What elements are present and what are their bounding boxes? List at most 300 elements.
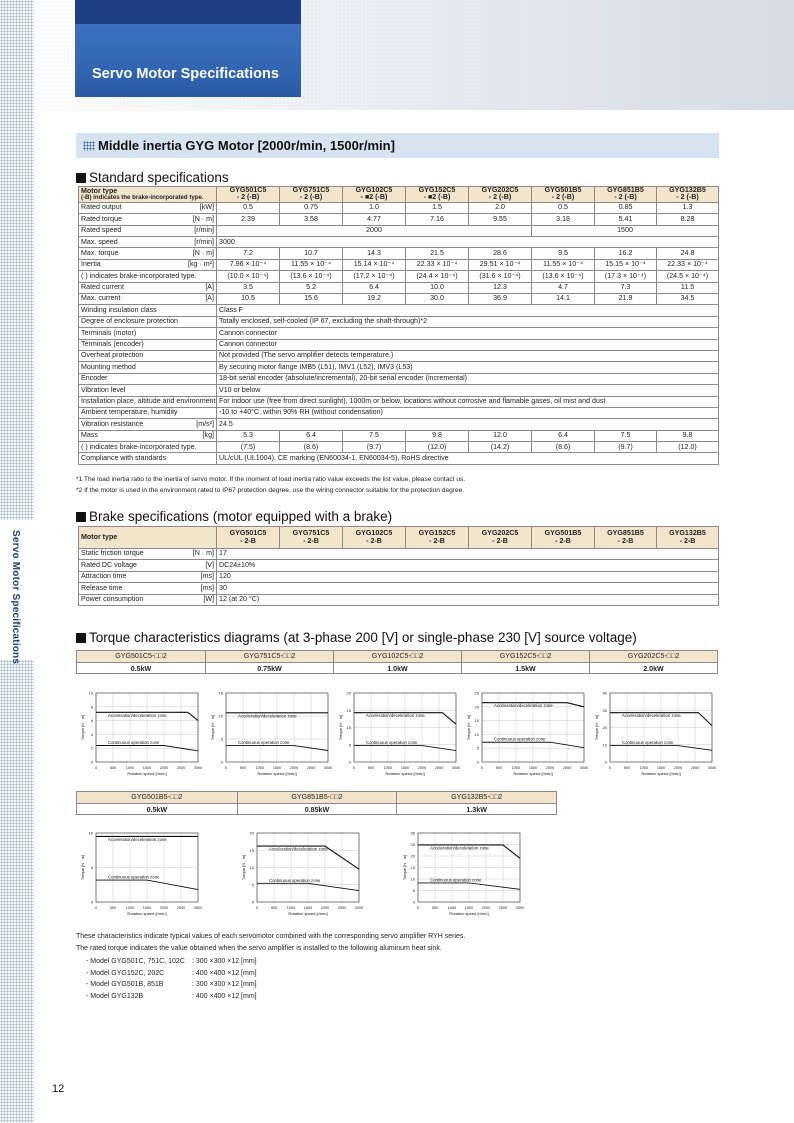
continuous-zone-label: Continuous operation zone (494, 736, 546, 742)
spec-row-label (79, 282, 217, 293)
x-tick-label: 2500 (498, 906, 508, 910)
spec-value: 30.0 (406, 294, 469, 305)
torque-chart (237, 830, 365, 924)
spec-row-label (79, 362, 217, 373)
row-label: Degree of enclosure protection (81, 317, 179, 326)
torque-model: GYG501B5-□□2 (77, 792, 237, 803)
model-suffix: - 2 (-B) (236, 193, 260, 202)
model-name: GYG152C5 (418, 529, 456, 538)
accel-zone-label: Acceleration/deceleration zone (430, 845, 489, 851)
row-label: Encoder (81, 374, 108, 383)
brake-row (79, 571, 719, 582)
brake-spec-table (78, 526, 719, 606)
row-label: Attraction time (81, 572, 127, 581)
y-tick-label: 40 (602, 690, 607, 696)
spec-row (79, 282, 719, 293)
y-tick-label: 10 (602, 742, 607, 748)
x-tick-label: 1000 (383, 766, 393, 770)
x-tick-label: 2500 (337, 906, 347, 910)
brake-value: 17 (217, 549, 719, 560)
row-label: Static friction torque (81, 549, 144, 558)
spec-row-label (79, 271, 217, 282)
y-tick-label: 0 (90, 759, 93, 765)
y-tick-label: 5 (412, 888, 415, 893)
spec-value: 24.5 (217, 419, 719, 430)
x-tick-label: 3000 (579, 766, 589, 770)
x-axis-label: Rotation speed [r/min] (449, 911, 489, 916)
spec-value: 0.5 (532, 202, 595, 213)
x-tick-label: 3000 (193, 766, 203, 770)
y-axis-label: Torque [N · m] (594, 714, 599, 741)
model-suffix: - ■2 (-B) (423, 193, 451, 202)
x-axis-label: Rotation speed [r/min] (127, 771, 167, 776)
spec-value: 19.2 (343, 294, 406, 305)
heat-sink-model: - Model GYG132B (86, 992, 144, 1000)
spec-value: (12.0) (406, 442, 469, 453)
heat-sink-model: - Model GYG501C, 751C, 102C (86, 958, 185, 965)
x-tick-label: 3000 (515, 906, 525, 910)
spec-row (79, 350, 719, 361)
y-tick-label: 15 (249, 847, 254, 853)
spec-value: 14.3 (343, 248, 406, 259)
spec-row (79, 328, 719, 339)
std-note-2: *2 If the motor is used in the environment rated to IP67 protection degree, use the wiring connector suitable for the protection degree. (76, 487, 465, 494)
spec-row (79, 237, 719, 248)
continuous-zone-label: Continuous operation zone (238, 740, 290, 746)
row-label: Compliance with standards (81, 453, 167, 462)
y-tick-label: 25 (410, 842, 415, 847)
y-tick-label: 8 (90, 704, 93, 710)
continuous-zone-label: Continuous operation zone (108, 740, 160, 746)
spec-value: (12.0) (657, 442, 719, 453)
model-suffix: - 2-B (555, 536, 571, 545)
row-unit: [ms] (200, 572, 214, 581)
torque-header-cell (237, 792, 397, 814)
x-tick-label: 1500 (528, 766, 538, 770)
spec-value: (17.2 × 10⁻⁴) (343, 271, 406, 282)
y-tick-label: 10 (218, 713, 223, 719)
spec-value: 1.0 (343, 202, 406, 213)
spec-value: 7.16 (406, 214, 469, 225)
spec-value: Cannon connector (217, 339, 719, 350)
y-tick-label: 0 (348, 759, 351, 765)
spec-row (79, 362, 719, 373)
torque-header-cell (77, 792, 237, 814)
spec-row (79, 339, 719, 350)
x-tick-label: 2000 (673, 766, 683, 770)
y-axis-label: Torque [N · m] (80, 854, 85, 881)
spec-value: 5.2 (280, 282, 343, 293)
y-tick-label: 10 (249, 865, 254, 870)
motor-type-header (79, 187, 217, 203)
brake-model-column-header (657, 527, 719, 549)
model-suffix: - ■2 (-B) (360, 193, 388, 202)
y-tick-label: 20 (346, 690, 351, 696)
model-suffix: - 2-B (366, 536, 382, 545)
spec-value: 6.4 (343, 282, 406, 293)
spec-value: 0.75 (280, 202, 343, 213)
accel-zone-label: Acceleration/deceleration zone (622, 713, 681, 719)
row-unit: [kg] (202, 431, 214, 440)
accel-zone-label: Acceleration/deceleration zone (108, 836, 167, 842)
spec-value: UL/cUL (UL1004), CE marking (EN60034-1, EN60034-5), RoHS directive (217, 453, 719, 464)
spec-value: 4.77 (343, 214, 406, 225)
model-name: GYG751C5 (292, 529, 330, 538)
brake-row-label (79, 594, 217, 605)
row-label: Vibration level (81, 385, 126, 394)
torque-kw: 0.5kW (77, 803, 237, 815)
spec-value: 11.5 (657, 282, 719, 293)
y-tick-label: 30 (602, 707, 607, 713)
standard-spec-table (78, 186, 719, 465)
torque-kw: 1.3kW (397, 803, 556, 815)
row-unit: [N · m] (192, 214, 214, 223)
spec-value: 18-bit serial encoder (absolute/incremental), 20-bit serial encoder (incremental) (217, 373, 719, 384)
torque-chart (334, 690, 462, 784)
motor-type-label: Motor type (81, 186, 118, 195)
spec-value: 22.33 × 10⁻⁴ (657, 259, 719, 270)
x-tick-label: 2500 (176, 906, 186, 910)
y-tick-label: 10 (88, 830, 93, 836)
spec-row-label (79, 328, 217, 339)
x-tick-label: 3000 (354, 906, 364, 910)
y-axis-label: Torque [N · m] (80, 714, 85, 741)
x-tick-label: 0 (94, 906, 98, 910)
brake-model-column-header (532, 527, 595, 549)
spec-value: (13.6 × 10⁻⁴) (532, 271, 595, 282)
spec-row-label (79, 259, 217, 270)
row-unit: [kW] (199, 203, 214, 212)
torque-header-cell (396, 792, 556, 814)
spec-value: 9.5 (532, 248, 595, 259)
row-label: Max. current (81, 294, 121, 303)
spec-row (79, 248, 719, 259)
model-suffix: - 2-B (240, 536, 256, 545)
torque-header-cell (205, 651, 333, 673)
torque-header-cell (589, 651, 717, 673)
spec-row (79, 202, 719, 213)
x-tick-label: 0 (416, 906, 420, 910)
y-axis-label: Torque [N · m] (210, 714, 215, 741)
brake-row (79, 594, 719, 605)
x-tick-label: 2000 (545, 766, 555, 770)
spec-row (79, 214, 719, 225)
spec-value: 1.3 (657, 202, 719, 213)
spec-row-label (79, 248, 217, 259)
footer-line-2: The rated torque indicates the value obtained when the servo amplifier is installed to the following aluminum heat sink. (76, 945, 442, 952)
y-tick-label: 0 (90, 899, 93, 905)
model-name: GYG751C5 (292, 186, 330, 194)
torque-header-cell (333, 651, 461, 673)
model-name: GYG851B5 (607, 529, 644, 538)
x-tick-label: 2000 (159, 766, 169, 770)
torque-kw: 1.0kW (334, 662, 461, 674)
spec-row (79, 430, 719, 441)
x-tick-label: 1500 (464, 906, 474, 910)
spec-row-label (79, 294, 217, 305)
spec-value: 22.33 × 10⁻⁴ (406, 259, 469, 270)
model-heading-bar (76, 133, 719, 158)
spec-value: 4.7 (532, 282, 595, 293)
torque-chart (76, 830, 204, 924)
spec-row-label (79, 225, 217, 236)
torque-row2-header (76, 791, 557, 815)
spec-value: (14.2) (469, 442, 532, 453)
x-tick-label: 3000 (323, 766, 333, 770)
y-axis-label: Torque [N · m] (338, 714, 343, 741)
spec-row (79, 396, 719, 407)
row-label: Installation place, altitude and environment (81, 396, 216, 405)
spec-value: 34.5 (657, 294, 719, 305)
brake-spec-heading-text: Brake specifications (motor equipped with a brake) (89, 509, 393, 524)
x-axis-label: Rotation speed [r/min] (641, 771, 681, 776)
spec-value: 2.0 (469, 202, 532, 213)
spec-row-label (79, 385, 217, 396)
model-name: GYG501C5 (229, 529, 267, 538)
x-tick-label: 500 (623, 766, 631, 770)
x-tick-label: 3000 (707, 766, 717, 770)
x-tick-label: 1000 (286, 906, 296, 910)
spec-row-label (79, 237, 217, 248)
spec-value: 6.4 (280, 430, 343, 441)
y-tick-label: 0 (251, 899, 254, 905)
x-tick-label: 2500 (690, 766, 700, 770)
heat-sink-size: : 300 ×300 ×12 [mm] (192, 958, 257, 965)
spec-value: (9.7) (595, 442, 657, 453)
spec-row (79, 316, 719, 327)
square-bullet-icon (76, 512, 86, 522)
x-tick-label: 1000 (511, 766, 521, 770)
spec-row-label (79, 305, 217, 316)
torque-model: GYG851B5-□□2 (238, 792, 397, 803)
spec-value: 3000 (217, 237, 719, 248)
y-tick-label: 0 (412, 899, 415, 905)
x-tick-label: 2500 (434, 766, 444, 770)
continuous-zone-label: Continuous operation zone (366, 740, 418, 746)
brake-row-label (79, 583, 217, 594)
spec-value: Not provided (The servo amplifier detects temperature.) (217, 350, 719, 361)
row-unit: [kg · m²] (187, 260, 214, 269)
y-tick-label: 15 (474, 718, 479, 724)
square-bullet-icon (76, 633, 86, 643)
brake-model-column-header (217, 527, 280, 549)
header-title-box (75, 0, 301, 97)
model-suffix: - 2 (-B) (676, 193, 699, 202)
motor-type-note: (-B) indicates the brake-incorporated type. (81, 193, 204, 201)
spec-value: 7.5 (343, 430, 406, 441)
y-tick-label: 5 (90, 865, 93, 870)
x-tick-label: 1500 (272, 766, 282, 770)
model-suffix: - 2-B (617, 536, 634, 545)
spec-value: 10.7 (280, 248, 343, 259)
row-unit: [N · m] (192, 248, 214, 257)
brake-row (79, 549, 719, 560)
std-header-row (79, 187, 719, 203)
continuous-zone-label: Continuous operation zone (269, 877, 321, 883)
y-tick-label: 15 (410, 865, 415, 870)
spec-value: 14.1 (532, 294, 595, 305)
row-label: Terminals (motor) (81, 328, 137, 337)
row-label: Inertia (81, 260, 101, 269)
x-tick-label: 500 (109, 906, 117, 910)
spec-value: 3.5 (217, 282, 280, 293)
spec-value: Totally enclosed, self-cooled (IP 67, excluding the shaft-through)*2 (217, 316, 719, 327)
brake-spec-heading (76, 509, 392, 524)
square-bullet-icon (76, 173, 86, 183)
model-name: GYG202C5 (481, 186, 519, 194)
model-column-header (280, 187, 343, 203)
torque-kw: 1.5kW (462, 662, 589, 674)
row-label: Rated current (81, 283, 124, 292)
brake-value: 12 (at 20 °C) (217, 594, 719, 605)
y-tick-label: 10 (410, 876, 415, 882)
model-column-header (595, 187, 657, 203)
y-tick-label: 20 (602, 725, 607, 730)
x-tick-label: 0 (94, 766, 98, 770)
accel-zone-label: Acceleration/deceleration zone (366, 713, 425, 719)
model-column-header (469, 187, 532, 203)
spec-value: (7.5) (217, 442, 280, 453)
torque-model: GYG152C5-□□2 (462, 651, 589, 662)
torque-kw: 0.85kW (238, 803, 397, 815)
torque-model: GYG202C5-□□2 (590, 651, 717, 662)
x-tick-label: 0 (352, 766, 356, 770)
y-tick-label: 4 (90, 731, 93, 737)
spec-row (79, 385, 719, 396)
model-column-header (217, 187, 280, 203)
torque-header-cell (77, 651, 205, 673)
y-tick-label: 0 (476, 759, 479, 765)
spec-value: For indoor use (free from direct sunlight), 1000m or below, locations without corrosive and flamable gases, oil mist and dust (217, 396, 719, 407)
spec-value: 5.41 (595, 214, 657, 225)
x-axis-label: Rotation speed [r/min] (385, 771, 425, 776)
model-column-header (343, 187, 406, 203)
spec-value: 10.0 (406, 282, 469, 293)
model-name: GYG152C5 (418, 186, 456, 194)
spec-row-label (79, 407, 217, 418)
row-label: Rated speed (81, 226, 122, 235)
spec-value: (8.6) (532, 442, 595, 453)
spec-value: (13.6 × 10⁻⁴) (280, 271, 343, 282)
spec-value: 29.51 × 10⁻⁴ (469, 259, 532, 270)
spec-value: 21.9 (595, 294, 657, 305)
spec-value: 5.3 (217, 430, 280, 441)
y-tick-label: 5 (220, 736, 223, 742)
model-suffix: - 2-B (303, 536, 319, 545)
torque-heading (76, 630, 637, 645)
torque-row1-header (76, 650, 718, 674)
row-unit: [ms] (200, 583, 214, 592)
spec-row-label (79, 453, 217, 464)
spec-value: 15.6 (280, 294, 343, 305)
brake-value: 120 (217, 571, 719, 582)
spec-row-label (79, 214, 217, 225)
spec-row-label (79, 442, 217, 453)
heat-sink-size: : 300 ×300 ×12 [mm] (192, 981, 257, 988)
x-tick-label: 0 (224, 766, 228, 770)
row-unit: [m/s²] (196, 419, 214, 428)
x-tick-label: 500 (367, 766, 375, 770)
spec-row (79, 271, 719, 282)
accel-zone-label: Acceleration/deceleration zone (269, 846, 328, 852)
y-tick-label: 5 (251, 882, 254, 888)
x-tick-label: 500 (495, 766, 503, 770)
spec-value: 7.96 × 10⁻⁴ (217, 259, 280, 270)
model-name: GYG501B5 (544, 529, 582, 538)
y-tick-label: 15 (346, 707, 351, 713)
spec-row-label (79, 419, 217, 430)
x-tick-label: 2500 (562, 766, 572, 770)
x-tick-label: 1000 (125, 906, 135, 910)
torque-kw: 2.0kW (590, 662, 717, 674)
spec-value: V10 or below (217, 385, 719, 396)
brake-header-row (79, 527, 719, 549)
spec-value: (17.3 × 10⁻⁴) (595, 271, 657, 282)
brake-row (79, 583, 719, 594)
model-suffix: - 2-B (429, 536, 445, 545)
row-label: Terminals (encoder) (81, 340, 144, 349)
x-tick-label: 0 (480, 766, 484, 770)
spec-value: 1500 (532, 225, 719, 236)
spec-row-label (79, 373, 217, 384)
spec-value: 11.55 × 10⁻⁴ (280, 259, 343, 270)
x-tick-label: 3000 (193, 906, 203, 910)
accel-zone-label: Acceleration/deceleration zone (494, 703, 553, 709)
spec-row (79, 407, 719, 418)
model-name: GYG132B5 (669, 186, 706, 194)
x-tick-label: 0 (608, 766, 612, 770)
spec-row (79, 373, 719, 384)
spec-value: (9.7) (343, 442, 406, 453)
x-tick-label: 3000 (451, 766, 461, 770)
model-name: GYG202C5 (481, 529, 519, 538)
y-tick-label: 2 (90, 745, 93, 751)
heat-sink-model: - Model GYG152C, 202C (86, 969, 165, 977)
x-tick-label: 0 (255, 906, 259, 910)
torque-heading-text: Torque characteristics diagrams (at 3-phase 200 [V] or single-phase 230 [V] source voltage) (89, 630, 637, 645)
spec-row-label (79, 202, 217, 213)
spec-value: 21.5 (406, 248, 469, 259)
spec-value: 0.85 (595, 202, 657, 213)
row-label: Mounting method (81, 362, 136, 371)
x-tick-label: 2500 (176, 766, 186, 770)
x-tick-label: 2000 (481, 906, 491, 910)
spec-value: 12.3 (469, 282, 532, 293)
standard-spec-heading (76, 170, 229, 185)
x-tick-label: 2500 (306, 766, 316, 770)
spec-value: 28.6 (469, 248, 532, 259)
x-axis-label: Rotation speed [r/min] (127, 911, 167, 916)
x-tick-label: 500 (270, 906, 278, 910)
accel-zone-label: Acceleration/deceleration zone (108, 712, 167, 718)
row-label: ( ) indicates brake-incorporated type. (81, 271, 197, 280)
torque-chart (76, 690, 204, 784)
y-tick-label: 20 (474, 704, 479, 710)
spec-value: 1.5 (406, 202, 469, 213)
torque-chart (206, 690, 334, 784)
torque-chart (590, 690, 718, 784)
row-label: Power consumption (81, 595, 144, 604)
x-tick-label: 2000 (417, 766, 427, 770)
y-tick-label: 10 (88, 690, 93, 696)
brake-model-column-header (343, 527, 406, 549)
x-tick-label: 1000 (125, 766, 135, 770)
y-axis-label: Torque [N · m] (241, 854, 246, 881)
x-tick-label: 2000 (159, 906, 169, 910)
model-name: GYG132B5 (669, 529, 706, 538)
spec-row (79, 225, 719, 236)
dots-icon (83, 141, 95, 151)
